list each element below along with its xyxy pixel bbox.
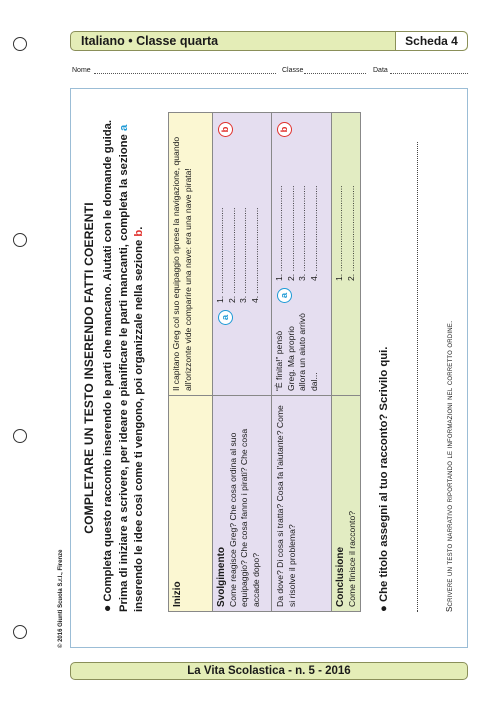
rotated-content — [70, 88, 468, 648]
binder-hole-1 — [13, 37, 27, 51]
sheet-number: Scheda 4 — [395, 32, 467, 50]
binder-hole-4 — [13, 625, 27, 639]
row-label-cell: Da dove? Di cosa si tratta? Cosa fa l'aiutante? Come si risolve il problema? — [272, 395, 331, 611]
row-answer-cell — [213, 113, 271, 395]
table-row-conclusione — [332, 113, 360, 611]
row-answer-cell — [272, 113, 331, 395]
name-label: Nome — [72, 67, 91, 74]
copyright-text: © 2016 Giunti Scuola S.r.l., Firenze — [58, 549, 64, 648]
badge-b: b — [218, 122, 233, 137]
story-table — [168, 112, 361, 612]
table-row-inizio — [169, 113, 213, 611]
binder-hole-2 — [13, 233, 27, 247]
row-text: “È finita!” pensò Greg. Ma proprio allora un aiuto arrivò dal... — [274, 313, 319, 391]
name-field[interactable] — [94, 73, 276, 74]
subject-title: Italiano • Classe quarta — [81, 34, 219, 48]
answer-lines[interactable]: 1. .................................... 2. .................................... 3. .................................... 4. .................................... — [274, 185, 319, 281]
table-row-svolgimento — [213, 113, 272, 611]
badge-b: b — [277, 122, 292, 137]
class-field[interactable] — [304, 73, 366, 74]
exercise-title: COMPLETARE UN TESTO INSERENDO FATTI COERENTI — [82, 202, 96, 534]
badge-a: a — [218, 310, 233, 325]
header-bar — [70, 31, 468, 51]
badge-a: a — [277, 288, 292, 303]
class-label: Classe — [282, 67, 304, 74]
title-question: ● Che titolo assegni al tuo racconto? Scrivilo qui. — [378, 346, 390, 612]
title-answer-line[interactable] — [417, 142, 418, 612]
final-instruction: Scrivere un testo narrativo riportando le informazioni nel corretto ordine. — [445, 320, 454, 612]
row-answer-cell — [332, 113, 360, 395]
answer-lines[interactable]: 1. .................................... 2. .................................... — [334, 185, 356, 281]
row-text-cell: Il capitano Greg col suo equipaggio riprese la navigazione, quando all'orizzonte vide comparire una nave: era una nave pirata! — [169, 113, 212, 395]
date-label: Data — [373, 67, 388, 74]
binder-hole-3 — [13, 429, 27, 443]
row-label-cell: Svolgimento Come reagisce Greg? Che cosa ordina al suo equipaggio? Che cosa fanno i pirati? Che cosa accade dopo? — [213, 395, 271, 611]
date-field[interactable] — [390, 73, 468, 74]
footer-bar: La Vita Scolastica - n. 5 - 2016 — [70, 662, 468, 680]
answer-lines[interactable]: 1. .................................... 2. .................................... 3. .................................... 4. .................................... — [215, 207, 260, 303]
row-label-cell: Inizio — [169, 395, 212, 611]
instructions: ● Completa questo racconto inserendo le parti che mancano. Aiutati con le domande guida. Prima di iniziare a scrivere, per ideare e pianificare le parti mancanti, completa la sezione a inserendo le idee così come ti vengono, poi organizzale nella sezione b. — [100, 119, 145, 612]
table-row-aiuto — [272, 113, 332, 611]
row-label-cell: Conclusione Come finisce il racconto? — [332, 395, 360, 611]
